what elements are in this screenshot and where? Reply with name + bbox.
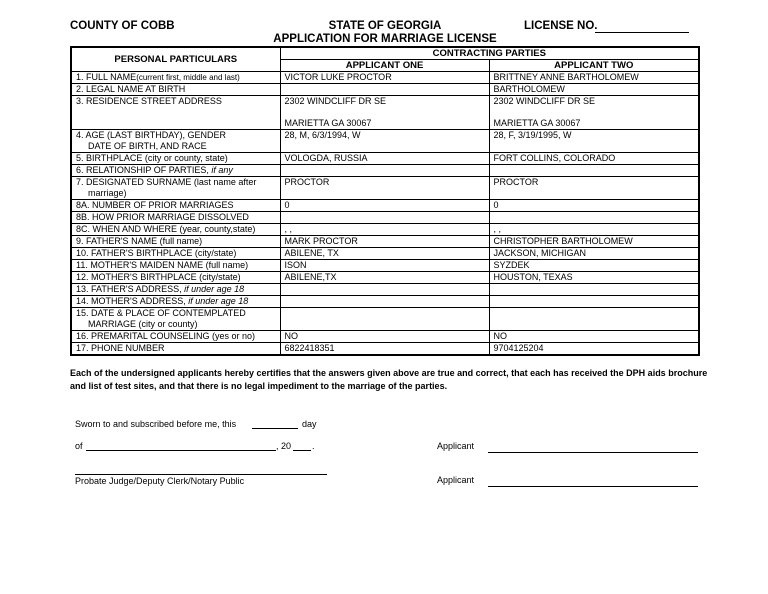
table-row: [71, 296, 699, 308]
sworn-day-label: day: [302, 419, 317, 429]
application-table: [70, 46, 700, 356]
applicant-one-dissolved[interactable]: [280, 212, 489, 224]
applicant-one-full-name[interactable]: VICTOR LUKE PROCTOR: [280, 72, 489, 84]
applicant-one-phone[interactable]: 6822418351: [280, 343, 489, 356]
table-row: [71, 343, 699, 356]
row-label: 17. PHONE NUMBER: [71, 343, 280, 356]
applicant-two-father-name[interactable]: CHRISTOPHER BARTHOLOMEW: [489, 236, 699, 248]
row-label: 14. MOTHER'S ADDRESS, if under age 18: [71, 296, 280, 308]
row-label: 2. LEGAL NAME AT BIRTH: [71, 84, 280, 96]
applicant-one-relationship[interactable]: [280, 165, 489, 177]
applicant-one-father-birthplace[interactable]: ABILENE, TX: [280, 248, 489, 260]
applicant-two-marriage-place[interactable]: [489, 308, 699, 331]
year-line[interactable]: [293, 450, 311, 451]
applicant-two-header: APPLICANT TWO: [489, 60, 699, 72]
state-name: STATE OF GEORGIA: [328, 20, 442, 32]
contracting-parties-header: CONTRACTING PARTIES: [280, 47, 699, 60]
applicant-two-surname[interactable]: PROCTOR: [489, 177, 699, 200]
row-label: 8B. HOW PRIOR MARRIAGE DISSOLVED: [71, 212, 280, 224]
table-row: [71, 284, 699, 296]
table-row: [71, 177, 699, 200]
row-label: 16. PREMARITAL COUNSELING (yes or no): [71, 331, 280, 343]
applicant-one-signature-line[interactable]: [488, 452, 698, 453]
applicant-two-full-name[interactable]: BRITTNEY ANNE BARTHOLOMEW: [489, 72, 699, 84]
row-label: 8A. NUMBER OF PRIOR MARRIAGES: [71, 200, 280, 212]
table-row: [71, 72, 699, 84]
applicant-two-father-address[interactable]: [489, 284, 699, 296]
row-label: 10. FATHER'S BIRTHPLACE (city/state): [71, 248, 280, 260]
applicant-one-age[interactable]: 28, M, 6/3/1994, W: [280, 130, 489, 153]
table-row: [71, 84, 699, 96]
row-label: 9. FATHER'S NAME (full name): [71, 236, 280, 248]
table-row: [71, 165, 699, 177]
row-label: 11. MOTHER'S MAIDEN NAME (full name): [71, 260, 280, 272]
applicant-two-mother-birthplace[interactable]: HOUSTON, TEXAS: [489, 272, 699, 284]
row-label: 15. DATE & PLACE OF CONTEMPLATED MARRIAGE (city or county): [71, 308, 280, 331]
row-label: 1. FULL NAME(current first, middle and last): [71, 72, 280, 84]
row-label: 12. MOTHER'S BIRTHPLACE (city/state): [71, 272, 280, 284]
sworn-day-line[interactable]: [252, 428, 298, 429]
applicant-two-father-birthplace[interactable]: JACKSON, MICHIGAN: [489, 248, 699, 260]
row-label: 3. RESIDENCE STREET ADDRESS: [71, 96, 280, 130]
month-line[interactable]: [86, 450, 276, 451]
applicant-one-header: APPLICANT ONE: [280, 60, 489, 72]
applicant-one-signature-label: Applicant: [437, 441, 475, 451]
applicant-two-dissolved[interactable]: [489, 212, 699, 224]
applicant-one-birth-name[interactable]: [280, 84, 489, 96]
table-row: [71, 212, 699, 224]
table-row: [71, 248, 699, 260]
table-row: [71, 331, 699, 343]
row-label: 5. BIRTHPLACE (city or county, state): [71, 153, 280, 165]
applicant-two-signature-line[interactable]: [488, 486, 698, 487]
applicant-two-age[interactable]: 28, F, 3/19/1995, W: [489, 130, 699, 153]
sworn-text: Sworn to and subscribed before me, this: [75, 419, 237, 429]
address-city: MARIETTA GA 30067: [284, 118, 372, 128]
table-row: [71, 272, 699, 284]
applicant-two-signature-label: Applicant: [437, 475, 475, 485]
table-row: [71, 236, 699, 248]
applicant-one-father-name[interactable]: MARK PROCTOR: [280, 236, 489, 248]
year-prefix: , 20: [276, 441, 292, 451]
table-row: [71, 153, 699, 165]
table-row: [71, 224, 699, 236]
row-label: 13. FATHER'S ADDRESS, if under age 18: [71, 284, 280, 296]
applicant-two-address[interactable]: [489, 96, 699, 130]
table-row: [71, 308, 699, 331]
applicant-one-address[interactable]: [280, 96, 489, 130]
applicant-two-mother-maiden-name[interactable]: SYZDEK: [489, 260, 699, 272]
applicant-two-relationship[interactable]: [489, 165, 699, 177]
applicant-one-father-address[interactable]: [280, 284, 489, 296]
certification-statement: Each of the undersigned applicants hereby certifies that the answers given above are true and correct, that each has received the DPH aids brochure and list of test sites, and that there is no legal impediment to the marriage of the parties.: [70, 368, 708, 391]
probate-label: Probate Judge/Deputy Clerk/Notary Public: [75, 476, 245, 486]
applicant-two-when-where[interactable]: , ,: [489, 224, 699, 236]
applicant-one-mother-address[interactable]: [280, 296, 489, 308]
row-label: 7. DESIGNATED SURNAME (last name after marriage): [71, 177, 280, 200]
applicant-one-mother-maiden-name[interactable]: ISON: [280, 260, 489, 272]
probate-signature-line[interactable]: [75, 474, 327, 475]
applicant-two-phone[interactable]: 9704125204: [489, 343, 699, 356]
applicant-two-counseling[interactable]: NO: [489, 331, 699, 343]
form-heading: [260, 20, 510, 45]
license-number-label: LICENSE NO.: [524, 20, 598, 32]
license-number-line[interactable]: [595, 32, 689, 33]
table-row: [71, 96, 699, 130]
applicant-one-marriage-place[interactable]: [280, 308, 489, 331]
applicant-two-birth-name[interactable]: BARTHOLOMEW: [489, 84, 699, 96]
applicant-two-birthplace[interactable]: FORT COLLINS, COLORADO: [489, 153, 699, 165]
table-row: [71, 200, 699, 212]
table-header-row: [71, 47, 699, 60]
table-row: [71, 260, 699, 272]
applicant-one-birthplace[interactable]: VOLOGDA, RUSSIA: [280, 153, 489, 165]
address-street: 2302 WINDCLIFF DR SE: [493, 96, 596, 106]
applicant-two-mother-address[interactable]: [489, 296, 699, 308]
row-label: 6. RELATIONSHIP OF PARTIES, if any: [71, 165, 280, 177]
row-label: 4. AGE (LAST BIRTHDAY), GENDER DATE OF BIRTH, AND RACE: [71, 130, 280, 153]
address-city: MARIETTA GA 30067: [493, 118, 581, 128]
applicant-one-prior-marriages[interactable]: 0: [280, 200, 489, 212]
county-name: COUNTY OF COBB: [70, 20, 175, 32]
address-street: 2302 WINDCLIFF DR SE: [284, 96, 387, 106]
applicant-one-counseling[interactable]: NO: [280, 331, 489, 343]
of-label: of: [75, 441, 83, 451]
row-label: 8C. WHEN AND WHERE (year, county,state): [71, 224, 280, 236]
applicant-two-prior-marriages[interactable]: 0: [489, 200, 699, 212]
applicant-one-when-where[interactable]: , ,: [280, 224, 489, 236]
personal-particulars-header: PERSONAL PARTICULARS: [71, 47, 280, 72]
table-row: [71, 130, 699, 153]
year-suffix: .: [312, 441, 315, 451]
form-title: APPLICATION FOR MARRIAGE LICENSE: [273, 32, 497, 45]
applicant-one-surname[interactable]: PROCTOR: [280, 177, 489, 200]
applicant-one-mother-birthplace[interactable]: ABILENE,TX: [280, 272, 489, 284]
